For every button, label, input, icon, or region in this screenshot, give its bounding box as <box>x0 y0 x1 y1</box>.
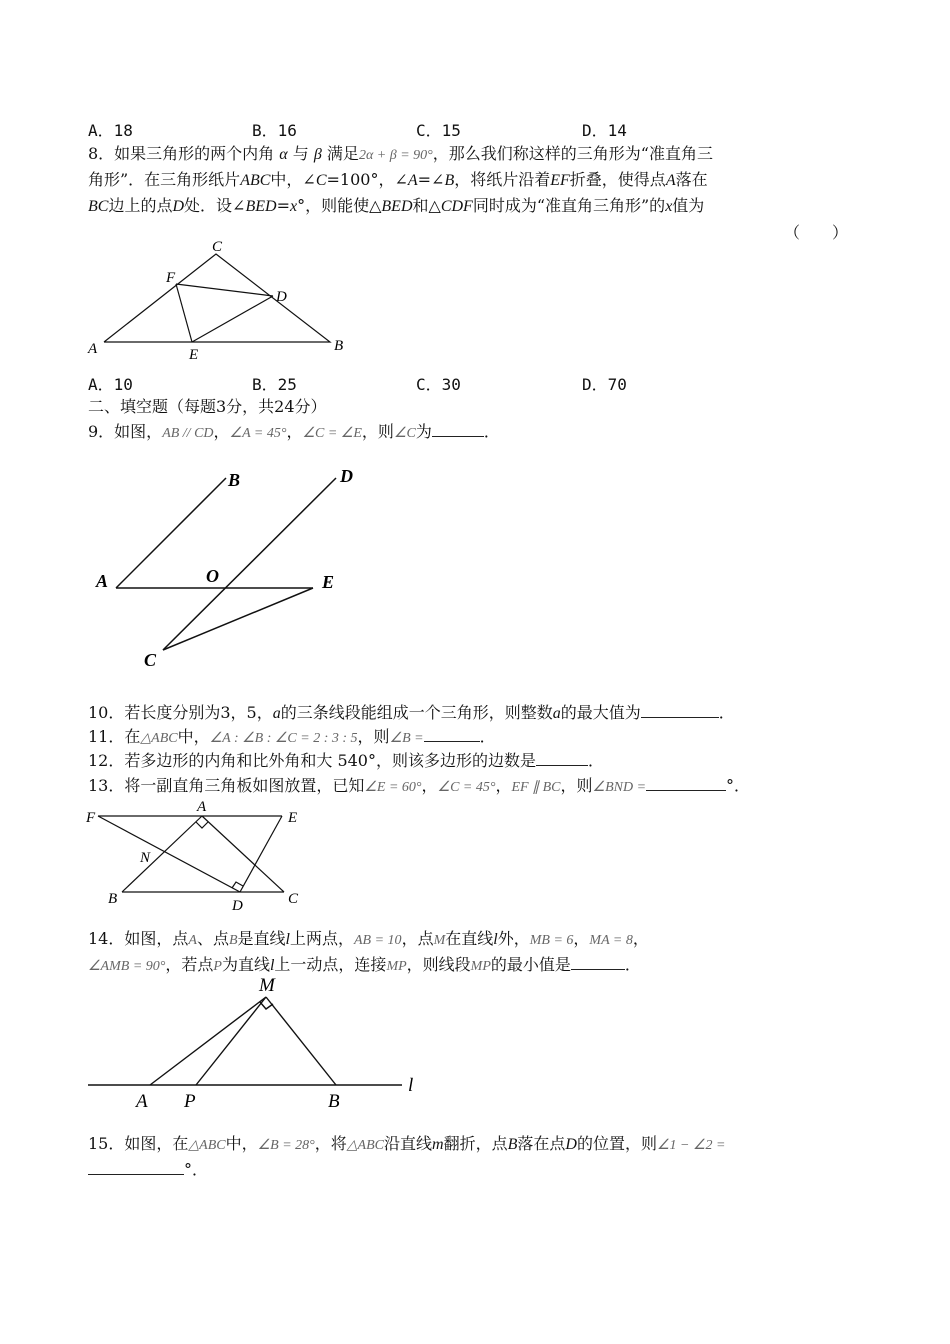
q8-line-2 <box>88 170 708 191</box>
q15-line-1 <box>88 1134 725 1156</box>
q14-line-mb <box>266 997 336 1085</box>
q9-text: ，则 <box>361 422 394 441</box>
q13-line-ed <box>240 816 282 892</box>
q8-text: =∠ <box>417 170 445 189</box>
q8-label-f: F <box>166 270 176 286</box>
q15-formula: ∠1 − ∠2 = <box>656 1138 726 1153</box>
q14-formula: M <box>433 933 446 948</box>
q9-formula: ∠A = 45° <box>229 426 287 441</box>
q8-text: =100°，∠ <box>326 170 408 189</box>
q14-formula: A <box>188 933 197 948</box>
q15-text: 沿直线 <box>384 1134 433 1153</box>
q15-text: 翻折，点 <box>443 1134 508 1153</box>
q9-line-cd <box>163 478 336 650</box>
q13-formula: ∠BND = <box>592 780 647 795</box>
q8-text: 值为 <box>672 196 705 215</box>
q14-text: 在直线 <box>445 929 494 948</box>
q14-var: l <box>285 931 290 948</box>
q8-var: BED <box>245 198 277 215</box>
q14-formula: P <box>213 959 222 974</box>
q11-text: ，则 <box>357 727 390 746</box>
q15-var: m <box>432 1136 444 1153</box>
q14-text: 上一动点，连接 <box>274 955 387 974</box>
q13-text: °． <box>726 776 751 795</box>
q14-formula: MP <box>470 959 491 974</box>
q7-choice-b: B．16 <box>252 121 297 140</box>
q14-text: ，点 <box>401 929 434 948</box>
q13-text: ， <box>495 776 512 795</box>
q9-label-b: B <box>228 470 241 490</box>
q9-label-d: D <box>340 466 353 486</box>
q8-answer-paren: （ ） <box>784 223 849 242</box>
q8-text: 同时成为“准直角三角形”的 <box>472 196 666 215</box>
q8-alpha: α <box>279 146 288 163</box>
q8-condition-formula: 2α + β = 90° <box>358 148 433 163</box>
q9-text: ． <box>483 422 500 441</box>
q9-formula: ∠C = ∠E <box>302 426 362 441</box>
q12-answer-blank[interactable] <box>536 751 588 766</box>
q8-text: 折叠，使得点 <box>569 170 666 189</box>
q9-text: 为 <box>415 422 432 441</box>
q15-text: 的位置，则 <box>576 1134 657 1153</box>
q11-formula: ∠B = <box>389 731 424 746</box>
q7-choice-d: D．14 <box>582 121 627 140</box>
q14-formula: MP <box>386 959 407 974</box>
q13-text: 13．将一副直角三角板如图放置，已知 <box>88 776 365 795</box>
section-2-header: 二、填空题（每题3分，共24分） <box>88 397 327 416</box>
q14-text: ． <box>624 955 641 974</box>
q9-text: 9．如图， <box>88 422 163 441</box>
q13-formula: EF ∥ BC <box>511 780 561 795</box>
q7-choice-a: A．18 <box>88 121 133 140</box>
q14-line-mp <box>196 997 266 1085</box>
q9-line-ce <box>163 588 313 650</box>
q15-formula: ∠B = 28° <box>257 1138 315 1153</box>
q14-label-l: l <box>408 1075 414 1096</box>
q15-text: ，将 <box>314 1134 347 1153</box>
q11-line <box>88 727 496 749</box>
q15-text: 15．如图，在 <box>88 1134 189 1153</box>
q9-answer-blank[interactable] <box>432 422 484 437</box>
q10-var: a <box>552 705 561 722</box>
q13-label-n: N <box>140 850 151 866</box>
q15-formula: △ABC <box>346 1138 384 1153</box>
q13-answer-blank[interactable] <box>646 776 726 791</box>
q8-text: 边上的点 <box>108 196 173 215</box>
q13-label-d: D <box>232 898 243 914</box>
q14-text: 的最小值是 <box>490 955 571 974</box>
q8-label-d: D <box>276 289 287 305</box>
q8-label-b: B <box>334 338 344 354</box>
q14-formula: B <box>228 933 238 948</box>
q11-text: 11．在 <box>88 727 141 746</box>
q8-choice-a: A．10 <box>88 375 133 394</box>
q14-text: 、点 <box>196 929 229 948</box>
q8-fold-de <box>192 296 273 342</box>
q14-text: ， <box>573 929 590 948</box>
q9-label-c: C <box>144 650 157 670</box>
q13-label-c: C <box>288 891 299 907</box>
q14-formula: AB = 10 <box>354 933 402 948</box>
q8-text: 与 <box>287 144 314 163</box>
q9-label-o: O <box>206 566 219 586</box>
q14-text: 外， <box>497 929 530 948</box>
q8-var: D <box>172 198 185 215</box>
q8-text: 处．设∠ <box>184 196 246 215</box>
q9-text: ， <box>286 422 303 441</box>
q15-formula: △ABC <box>188 1138 226 1153</box>
q13-line-ac <box>202 816 284 892</box>
q8-label-a: A <box>88 341 98 357</box>
q13-line-ab <box>122 816 202 892</box>
q9-line <box>88 422 500 444</box>
q15-answer-blank[interactable] <box>88 1160 184 1175</box>
q14-var: l <box>493 931 498 948</box>
q14-figure <box>84 975 434 1115</box>
q10-line <box>88 703 735 724</box>
q8-var: EF <box>550 172 570 189</box>
q13-formula: ∠C = 45° <box>437 780 496 795</box>
q12-text: ． <box>588 751 605 770</box>
q15-var: D <box>565 1136 577 1153</box>
q14-answer-blank[interactable] <box>571 955 625 970</box>
q8-var: B <box>444 172 455 189</box>
q14-text: 是直线 <box>237 929 286 948</box>
q13-label-b: B <box>108 891 118 907</box>
q8-text: 中，∠ <box>270 170 316 189</box>
q14-label-a: A <box>136 1091 148 1112</box>
q13-text: ，则 <box>560 776 593 795</box>
q8-choice-c: C．30 <box>416 375 461 394</box>
q8-fold-fe <box>176 284 192 342</box>
q14-text: ， <box>632 929 649 948</box>
q13-label-a: A <box>197 799 207 815</box>
q13-right-angle-d <box>232 882 243 888</box>
q8-figure <box>80 235 360 365</box>
q14-formula: MA = 8 <box>589 933 633 948</box>
q13-figure <box>84 796 314 916</box>
q10-text: 的三条线段能组成一个三角形，则整数 <box>280 703 553 722</box>
q8-text: °，则能使△ <box>297 196 382 215</box>
q8-var: A <box>665 172 676 189</box>
q14-label-m: M <box>259 975 275 996</box>
q9-formula: AB // CD <box>162 426 214 441</box>
q14-text: ，若点 <box>165 955 214 974</box>
q14-line-ma <box>150 997 266 1085</box>
q9-figure <box>90 462 380 672</box>
q8-var: CDF <box>440 198 473 215</box>
q8-text: 落在 <box>675 170 708 189</box>
q8-beta: β <box>313 146 322 163</box>
q8-fold-fd <box>176 284 273 296</box>
q8-var: A <box>407 172 418 189</box>
q8-text: 和△ <box>412 196 441 215</box>
q13-label-f: F <box>86 810 96 826</box>
q10-text: 10．若长度分别为3，5， <box>88 703 273 722</box>
q8-text: 满足 <box>321 144 359 163</box>
q9-label-e: E <box>322 572 335 592</box>
q14-var: l <box>269 957 275 974</box>
q10-text: ． <box>718 703 735 722</box>
q8-var: BED <box>381 198 413 215</box>
q11-text: ． <box>479 727 496 746</box>
q8-var: ABC <box>240 172 271 189</box>
q13-text: ， <box>421 776 438 795</box>
q13-line <box>88 776 750 798</box>
q14-line-1 <box>88 929 649 951</box>
q15-text: 落在点 <box>517 1134 566 1153</box>
q8-line-1 <box>88 144 713 166</box>
q10-var: a <box>272 705 281 722</box>
q11-answer-blank[interactable] <box>424 727 480 742</box>
q10-answer-blank[interactable] <box>641 703 719 718</box>
q8-text: ，将纸片沿着 <box>454 170 551 189</box>
q9-formula: ∠C <box>393 426 416 441</box>
q8-var: x <box>289 198 298 215</box>
q14-text: 14．如图，点 <box>88 929 189 948</box>
q13-right-angle-a <box>196 822 208 828</box>
q14-formula: ∠AMB = 90° <box>88 959 166 974</box>
q15-line-2 <box>88 1160 208 1180</box>
q14-text: 为直线 <box>221 955 270 974</box>
q10-text: 的最大值为 <box>560 703 641 722</box>
q8-label-e: E <box>189 347 199 363</box>
q12-line <box>88 751 604 771</box>
q9-text: ， <box>213 422 230 441</box>
q8-var: x <box>665 198 673 215</box>
q14-formula: MB = 6 <box>529 933 574 948</box>
q9-label-a: A <box>96 571 109 591</box>
q13-label-e: E <box>288 810 298 826</box>
q7-choice-c: C．15 <box>416 121 461 140</box>
q8-line-3 <box>88 196 704 217</box>
q8-choice-d: D．70 <box>582 375 627 394</box>
q8-text: 8．如果三角形的两个内角 <box>88 144 280 163</box>
q8-triangle <box>104 254 330 342</box>
q13-line-fd <box>98 816 240 892</box>
q8-choice-b: B．25 <box>252 375 297 394</box>
q8-var: BC <box>88 198 109 215</box>
q15-text: 中， <box>225 1134 258 1153</box>
q8-text: 角形”．在三角形纸片 <box>88 170 241 189</box>
q15-var: B <box>507 1136 518 1153</box>
q14-label-p: P <box>184 1091 196 1112</box>
q14-text: 上两点， <box>289 929 354 948</box>
q13-formula: ∠E = 60° <box>364 780 422 795</box>
q14-line-2 <box>88 955 641 977</box>
q12-text: 12．若多边形的内角和比外角和大 540°，则该多边形的边数是 <box>88 751 536 770</box>
q11-formula: △ABC <box>140 731 178 746</box>
q8-text: ，那么我们称这样的三角形为“准直角三 <box>432 144 713 163</box>
q8-label-c: C <box>212 239 223 255</box>
q11-text: 中， <box>177 727 210 746</box>
q8-var: C <box>315 172 327 189</box>
q14-label-b: B <box>328 1091 340 1112</box>
q8-text: = <box>276 196 290 215</box>
q14-text: ，则线段 <box>406 955 471 974</box>
q15-text: °． <box>184 1160 209 1179</box>
q11-formula: ∠A : ∠B : ∠C = 2 : 3 : 5 <box>209 731 358 746</box>
